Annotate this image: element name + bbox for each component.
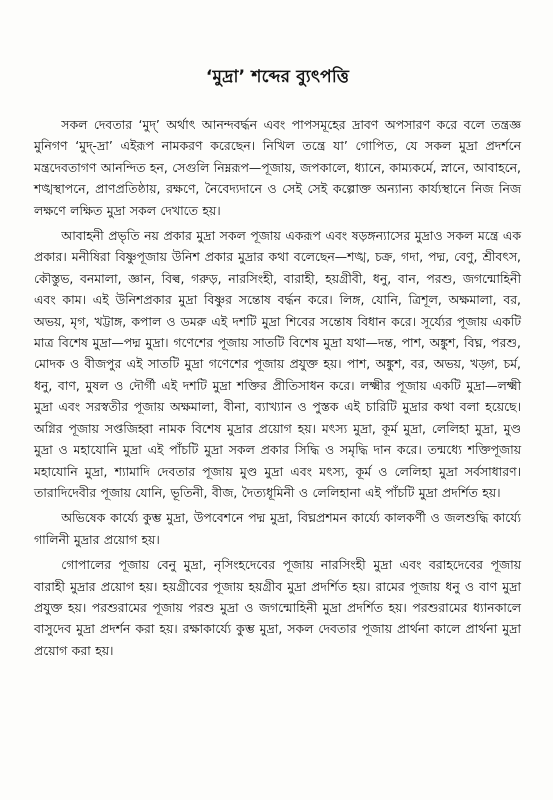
paragraph-ritual-usage: অভিষেক কার্য্যে কুম্ভ মুদ্রা, উপবেশনে পদ্ম মুদ্রা, বিঘ্নপ্রশমন কার্য্যে কালকর্ণী ও জলশুদ্ধি কার্য্যে গালিনী মুদ্রার প্রয়োগ হয়। (34, 510, 521, 547)
page-title: ‘মুদ্রা’ শব্দের ব্যুৎপত্তি (205, 67, 350, 87)
paragraph-definition: সকল দেবতার ‘মুদ্’ অর্থাৎ আনন্দবর্দ্ধন এবং পাপসমূহের দ্রাবণ অপসারণ করে বলে তন্ত্রজ্ঞ মুনিগণ ‘মুদ্-দ্রা’ এইরূপ নামকরণ করেছেন। নিখিল তন্ত্রে যা’ গোপিত, যে সকল মুদ্রা প্রদর্শনে মন্ত্রদেবতাগণ আনন্দিত হন, সেগুলি নিম্নরূপ—পূজায়, জপকালে, ধ্যানে, কাম্যকর্মে, স্নানে, আবাহনে, শঙ্খস্থাপনে, প্রাণপ্রতিষ্ঠায়, রক্ষণে, নৈবেদ্যদানে ও সেই সেই কল্পোক্ত অন্যান্য কার্য্যস্থানে নিজ নিজ লক্ষণে লক্ষিত মুদ্রা সকল দেখাতে হয়। (34, 117, 521, 218)
paragraph-deity-usage: গোপালের পূজায় বেনু মুদ্রা, নৃসিংহদেবের পূজায় নারসিংহী মুদ্রা এবং বরাহদেবের পূজায় বারাহী মুদ্রার প্রয়োগ হয়। হয়গ্রীবের পূজায় হয়গ্রীব মুদ্রা প্রদর্শিত হয়। রামের পূজায় ধনু ও বাণ মুদ্রা প্রযুক্ত হয়। পরশুরামের পূজায় পরশু মুদ্রা ও জগন্মোহিনী মুদ্রা প্রদর্শিত হয়। পরশুরামের ধ্যানকালে বাসুদেব মুদ্রা প্রদর্শন করা হয়। রক্ষাকার্য্যে কুম্ভ মুদ্রা, সকল দেবতার পূজায় প্রার্থনা কালে প্রার্থনা মুদ্রা প্রয়োগ করা হয়। (34, 557, 521, 658)
paragraph-mudra-types: আবাহনী প্রভৃতি নয় প্রকার মুদ্রা সকল পূজায় একরূপ এবং ষড়ঙ্গন্যাসের মুদ্রাও সকল মন্ত্রে এক প্রকার। মনীষিরা বিষ্ণুপূজায় উনিশ প্রকার মুদ্রার কথা বলেছেন—শঙ্খ, চক্র, গদা, পদ্ম, বেণু, শ্রীবৎস, কৌস্তুভ, বনমালা, জ্ঞান, বিল্ব, গরুড়, নারসিংহী, বারাহী, হয়গ্রীবী, ধনু, বান, পরশু, জগন্মোহিনী এবং কাম। এই উনিশপ্রকার মুদ্রা বিষ্ণুর সন্তোষ বর্দ্ধন করে। লিঙ্গ, যোনি, ত্রিশূল, অক্ষমালা, বর, অভয়, মৃগ, খট্টাঙ্গ, কপাল ও ডমরু এই দশটি মুদ্রা শিবের সন্তোষ বিধান করে। সূর্য্যের পূজায় একটি মাত্র বিশেষ মুদ্রা—পদ্ম মুদ্রা। গণেশের পূজায় সাতটি বিশেষ মুদ্রা যথা—দন্ত, পাশ, অঙ্কুশ, বিঘ্ন, পরশু, মোদক ও বীজপুর এই সাতটি মুদ্রা গণেশের পূজায় প্রযুক্ত হয়। পাশ, অঙ্কুশ, বর, অভয়, খড়্গ, চর্ম, ধনু, বাণ, মুষল ও দৌর্গী এই দশটি মুদ্রা শক্তির প্রীতিসাধন করে। লক্ষ্মীর পূজায় একটি মুদ্রা—লক্ষ্মী মুদ্রা এবং সরস্বতীর পূজায় অক্ষমালা, বীনা, ব্যাখ্যান ও পুস্তক এই চারিটি মুদ্রার কথা বলা হয়েছে। অগ্নির পূজায় সপ্তজিহ্বা নামক বিশেষ মুদ্রার প্রয়োগ হয়। মৎস্য মুদ্রা, কূর্ম মুদ্রা, লেলিহা মুদ্রা, মুণ্ড মুদ্রা ও মহাযোনি মুদ্রা এই পাঁচটি মুদ্রা সকল প্রকার সিদ্ধি ও সমৃদ্ধি দান করে। তন্মধ্যে শক্তিপূজায় মহাযোনি মুদ্রা, শ্যামাদি দেবতার পূজায় মুণ্ড মুদ্রা এবং মৎস্য, কূর্ম ও লেলিহা মুদ্রা সর্বসাধারণ। তারাদিদেবীর পূজায় যোনি, ভূতিনী, বীজ, দৈত্যধূমিনী ও লেলিহানা এই পাঁচটি মুদ্রা প্রদর্শিত হয়। (34, 228, 521, 500)
